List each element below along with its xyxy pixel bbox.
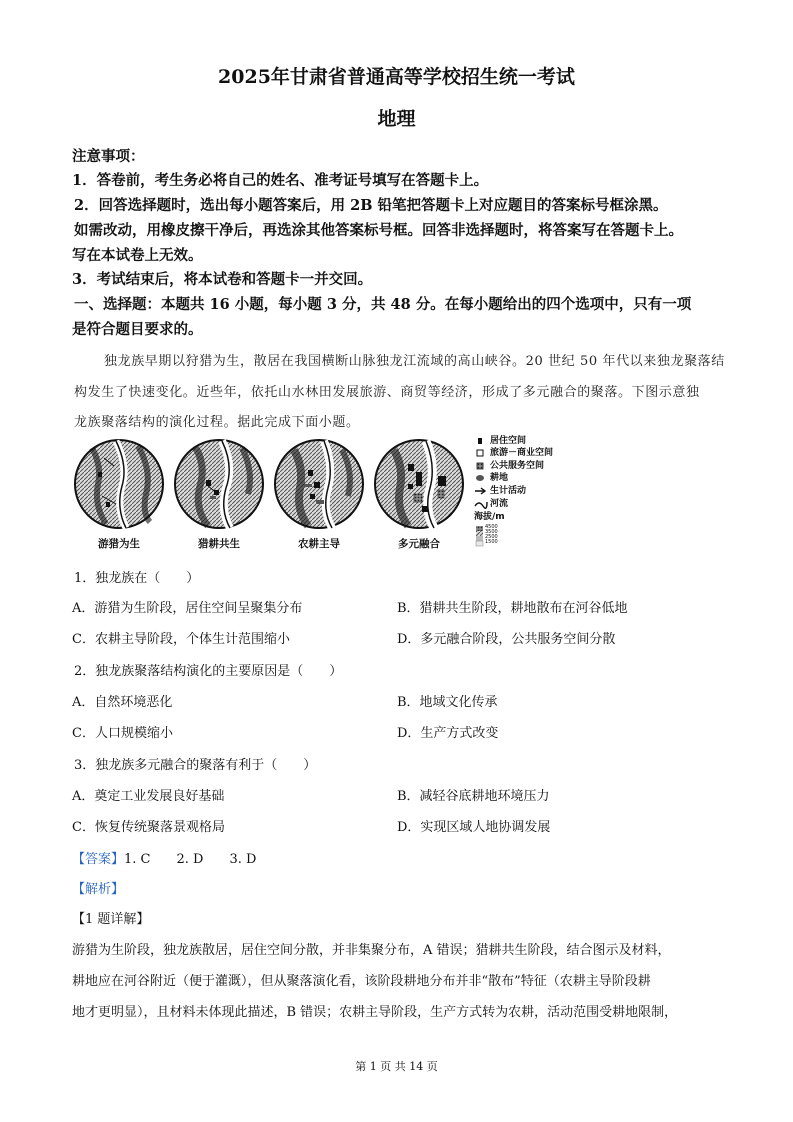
stage-label-3: 农耕主导 [298,538,340,550]
question-1-stem: 1．独龙族在（ ） [74,571,200,586]
answer-line [72,848,256,867]
elevation-3500: 3500 [485,529,498,535]
analysis-line-1: 游猎为生阶段，独龙族散居，居住空间分散，并非集聚分布，A 错误；猎耕共生阶段，结合图示及材料， [72,943,671,958]
question-2-option-c[interactable]: C．人口规模缩小 [72,726,173,741]
passage-line-1: 独龙族早期以狩猎为生，散居在我国横断山脉独龙江流域的高山峡谷。20 世纪 50 年代以来独龙聚落结 [104,354,725,369]
elevation-4500: 4500 [485,524,498,530]
page-number: 第 1 页 共 14 页 [355,1060,438,1073]
question-3-option-b[interactable]: B．减轻谷底耕地环境压力 [397,789,550,804]
question-1-option-d[interactable]: D．多元融合阶段，公共服务空间分散 [397,632,616,647]
elevation-scale [476,526,483,546]
legend-livelihood: 生计活动 [490,486,527,496]
settlement-evolution-figure [72,436,554,554]
legend-tourism: 旅游－商业空间 [490,448,554,458]
stage-label-1: 游猎为生 [98,538,140,550]
legend-residential: 居住空间 [490,436,527,446]
analysis-label: 【解析】 [72,882,125,897]
stage-diagram-hunting [75,440,163,528]
notice-heading: 注意事项： [72,148,145,165]
analysis-detail-heading: 【1 题详解】 [72,912,150,927]
stage-diagram-integration [375,440,463,528]
elevation-1500: 1500 [485,539,498,545]
question-1-option-b[interactable]: B．猎耕共生阶段，耕地散布在河谷低地 [397,601,628,616]
question-2-option-a[interactable]: A．自然环境恶化 [72,695,173,710]
elevation-values [485,525,498,545]
legend-elevation-title: 海拔/m [474,512,505,522]
passage-line-2: 构发生了快速变化。近些年，依托山水林田发展旅游、商贸等经济，形成了多元融合的聚落。下图示意独 [74,385,700,400]
stage-diagram-farming [275,440,363,528]
stage-label-4: 多元融合 [398,538,440,550]
question-1-option-a[interactable]: A．游猎为生阶段，居住空间呈聚集分布 [72,601,303,616]
stage-diagram-hunting-farming [175,440,263,528]
section-heading-cont: 是符合题目要求的。 [72,321,203,338]
answer-values: 1. C 2. D 3. D [124,852,257,867]
question-3-stem: 3．独龙族多元融合的聚落有利于（ ） [74,758,317,773]
question-1-option-c[interactable]: C．农耕主导阶段，个体生计范围缩小 [72,632,290,647]
question-3-option-a[interactable]: A．奠定工业发展良好基础 [72,789,225,804]
notice-item-2-cont: 如需改动，用橡皮擦干净后，再选涂其他答案标号框。回答非选择题时，将答案写在答题卡上。 [74,222,683,239]
question-3-option-c[interactable]: C．恢复传统聚落景观格局 [72,820,225,835]
question-2-stem: 2．独龙族聚落结构演化的主要原因是（ ） [74,664,343,679]
analysis-line-3: 地才更明显），且材料未体现此描述，B 错误；农耕主导阶段，生产方式转为农耕，活动范围受耕地限制， [72,1005,678,1020]
notice-item-2: 2．回答选择题时，选出每小题答案后，用 2B 铅笔把答题卡上对应题目的答案标号框涂黑。 [74,197,668,214]
stage-label-2: 猎耕共生 [198,538,240,550]
question-3-option-d[interactable]: D．实现区域人地协调发展 [397,820,551,835]
legend-public-service: 公共服务空间 [490,461,545,471]
answer-label: 【答案】 [72,852,125,867]
legend-river: 河流 [490,499,509,509]
exam-title: 2025年甘肃省普通高等学校招生统一考试 [218,66,575,88]
legend-symbols [475,438,487,508]
question-2-option-d[interactable]: D．生产方式改变 [397,726,499,741]
notice-item-1: 1．答卷前，考生务必将自己的姓名、准考证号填写在答题卡上。 [72,172,489,189]
subject-title: 地理 [377,108,416,130]
question-2-option-b[interactable]: B．地域文化传承 [397,695,498,710]
section-heading: 一、选择题：本题共 16 小题，每小题 3 分，共 48 分。在每小题给出的四个选项中，只有一项 [74,296,692,313]
notice-item-3: 3．考试结束后，将本试卷和答题卡一并交回。 [72,271,373,288]
analysis-line-2: 耕地应在河谷附近（便于灌溉），但从聚落演化看，该阶段耕地分布并非“散布”特征（农耕主导阶段耕 [72,974,651,989]
passage-line-3: 龙族聚落结构的演化过程。据此完成下面小题。 [74,415,360,430]
elevation-2500: 2500 [485,534,498,540]
notice-item-2-end: 写在本试卷上无效。 [72,247,203,264]
legend-farmland: 耕地 [490,473,509,483]
